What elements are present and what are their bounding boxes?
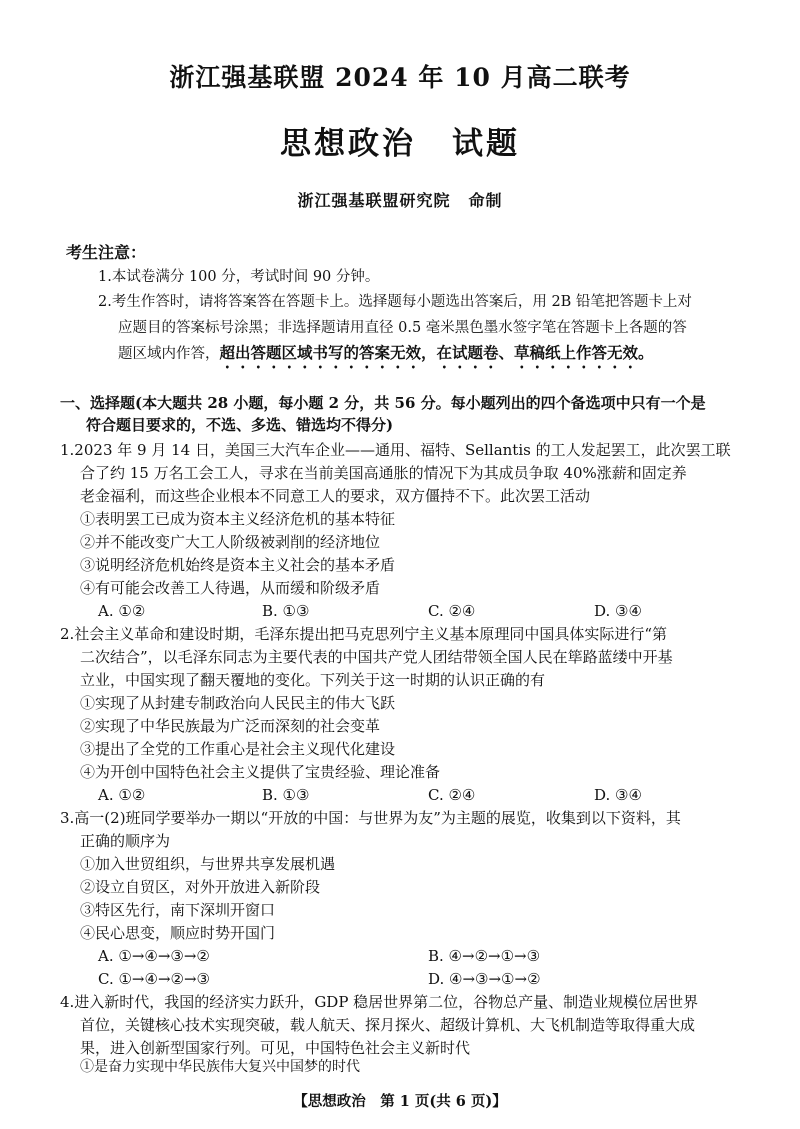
q2-option-c: C. ②④ [428,786,476,804]
q3-statement-4: ④民心思变，顺应时势开国门 [80,924,276,942]
q3-stem-line-2: 正确的顺序为 [80,832,171,850]
q2-statement-3: ③提出了全党的工作重心是社会主义现代化建设 [80,740,396,758]
q1-statement-3: ③说明经济危机始终是资本主义社会的基本矛盾 [80,556,396,574]
q2-statement-1: ①实现了从封建专制政治向人民民主的伟大飞跃 [80,694,396,712]
q1-option-c: C. ②④ [428,602,476,620]
notice-item-2-line-3 [118,341,654,372]
notice-emphasis: 超出答题区域书写的答案无效，在试题卷、草稿纸上作答无效。 [219,343,654,362]
q2-option-a: A. ①② [98,786,146,804]
q2-stem-line-1: 2.社会主义革命和建设时期，毛泽东提出把马克思列宁主义基本原理同中国具体实际进行“第 [60,625,667,643]
q4-stem-line-3: 果，进入创新型国家行列。可见，中国特色社会主义新时代 [80,1039,471,1057]
q3-stem-line-1: 3.高一(2)班同学要举办一期以“开放的中国：与世界为友”为主题的展览，收集到以下资料，其 [60,809,681,827]
q4-stem-line-1: 4.进入新时代，我国的经济实力跃升，GDP 稳居世界第二位，谷物总产量、制造业规模位居世界 [60,993,699,1011]
section-heading-line-1: 一、选择题(本大题共 28 小题，每小题 2 分，共 56 分。每小题列出的四个备选项中只有一个是 [60,394,706,412]
q3-statement-2: ②设立自贸区，对外开放进入新阶段 [80,878,321,896]
q2-option-d: D. ③④ [594,786,642,804]
q4-statement-1: ①是奋力实现中华民族伟大复兴中国梦的时代 [80,1059,360,1075]
notice-item-2-line-2: 应题目的答案标号涂黑；非选择题请用直径 0.5 毫米黑色墨水签字笔在答题卡上各题的答 [118,320,687,336]
q3-option-c: C. ①→④→②→③ [98,970,210,988]
notice-item-2-line-3-text: 题区域内作答， [118,346,220,362]
q1-option-d: D. ③④ [594,602,642,620]
q1-option-b: B. ①③ [262,602,310,620]
exam-title: 浙江强基联盟 2024 年 10 月高二联考 [169,63,631,92]
maker-name: 浙江强基联盟研究院 [297,191,451,210]
subject-title [0,118,800,163]
notice-item-2-line-1: 2.考生作答时，请将答案答在答题卡上。选择题每小题选出答案后，用 2B 铅笔把答题卡上对 [98,294,692,310]
q1-stem-line-2: 合了约 15 万名工会工人，寻求在当前美国高通胀的情况下为其成员争取 40%涨薪和固定养 [80,464,687,482]
q2-option-b: B. ①③ [262,786,310,804]
maker-line [0,188,800,211]
q3-option-a: A. ①→④→③→② [98,947,210,965]
paper-label: 试题 [452,126,520,162]
notice-item-1: 1.本试卷满分 100 分，考试时间 90 分钟。 [98,269,380,285]
section-heading-line-2: 符合题目要求的，不选、多选、错选均不得分) [86,416,394,434]
q3-option-d: D. ④→③→①→② [428,970,541,988]
q3-statement-1: ①加入世贸组织，与世界共享发展机遇 [80,855,336,873]
q2-stem-line-3: 立业，中国实现了翻天覆地的变化。下列关于这一时期的认识正确的有 [80,671,546,689]
q1-stem-line-1: 1.2023 年 9 月 14 日，美国三大汽车企业——通用、福特、Sellantis 的工人发起罢工，此次罢工联 [60,441,731,459]
q2-stem-line-2: 二次结合”，以毛泽东同志为主要代表的中国共产党人团结带领全国人民在筚路蓝缕中开基 [80,648,673,666]
page-footer: 【思想政治 第 1 页(共 6 页)】 [293,1093,507,1110]
q4-stem-line-2: 首位，关键核心技术实现突破，载人航天、探月探火、超级计算机、大飞机制造等取得重大成 [80,1016,696,1034]
notice-heading: 考生注意： [66,243,147,262]
q3-option-b: B. ④→②→①→③ [428,947,541,965]
q3-statement-3: ③特区先行，南下深圳开窗口 [80,901,276,919]
subject-name: 思想政治 [280,126,416,162]
q1-statement-2: ②并不能改变广大工人阶级被剥削的经济地位 [80,533,381,551]
q1-statement-4: ④有可能会改善工人待遇，从而缓和阶级矛盾 [80,579,381,597]
made-label: 命制 [468,191,503,210]
q1-stem-line-3: 老金福利，而这些企业根本不同意工人的要求，双方僵持不下。此次罢工活动 [80,487,591,505]
q1-option-a: A. ①② [98,602,146,620]
q2-statement-4: ④为开创中国特色社会主义提供了宝贵经验、理论准备 [80,763,441,781]
q1-statement-1: ①表明罢工已成为资本主义经济危机的基本特征 [80,510,396,528]
q2-statement-2: ②实现了中华民族最为广泛而深刻的社会变革 [80,717,381,735]
